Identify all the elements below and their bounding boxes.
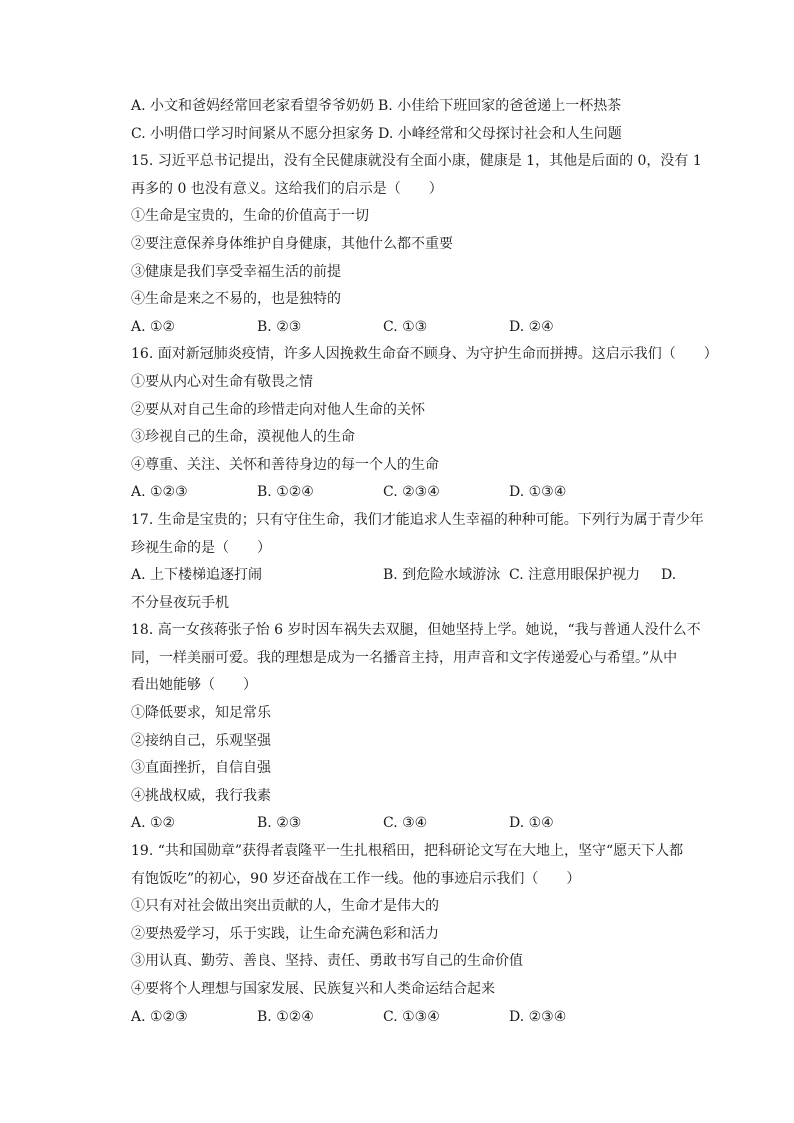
q15-item-3: ③健康是我们享受幸福生活的前提 <box>131 263 341 280</box>
q14-option-c: C. 小明借口学习时间紧从不愿分担家务 <box>131 125 375 142</box>
q15-option-c: C. ①③ <box>383 318 428 335</box>
q18-item-4: ④挑战权威，我行我素 <box>131 787 271 804</box>
q17-option-d: D. <box>661 567 677 584</box>
q18-option-b: B. ②③ <box>257 815 302 832</box>
q15-option-d: D. ②④ <box>509 318 554 335</box>
q16-item-4: ④尊重、关注、关怀和善待身边的每一个人的生命 <box>131 456 439 473</box>
q15-item-2: ②要注意保养身体维护自身健康，其他什么都不重要 <box>131 235 453 252</box>
q17-option-c: C. 注意用眼保护视力 <box>509 567 641 584</box>
q19-option-d: D. ②③④ <box>509 1008 567 1025</box>
q18-item-3: ③直面挫折，自信自强 <box>131 760 271 777</box>
q18-stem-line-2: 同，一样美丽可爱。我的理想是成为一名播音主持，用声音和文字传递爱心与希望。”从中 <box>131 649 678 666</box>
q16-options <box>131 479 696 507</box>
q15-item-4: ④生命是来之不易的，也是独特的 <box>131 291 341 308</box>
q17-option-b: B. 到危险水域游泳 <box>383 567 501 584</box>
q14-options-row-2 <box>131 121 696 149</box>
q16-item-1: ①要从内心对生命有敬畏之情 <box>131 373 313 390</box>
q17-option-a: A. 上下楼梯追逐打闹 <box>131 567 263 584</box>
q16-option-c: C. ②③④ <box>383 484 440 501</box>
q19-stem-line-1: 19. “共和国勋章”获得者袁隆平一生扎根稻田，把科研论文写在大地上，坚守“愿天下人都 <box>131 843 684 860</box>
q17-options <box>131 562 696 590</box>
q19-option-b: B. ①②④ <box>257 1008 314 1025</box>
q18-option-c: C. ③④ <box>383 815 428 832</box>
q16-option-a: A. ①②③ <box>131 484 188 501</box>
q16-option-b: B. ①②④ <box>257 484 314 501</box>
exam-page <box>131 93 718 1031</box>
q19-item-2: ②要热爱学习，乐于实践，让生命充满色彩和活力 <box>131 925 439 942</box>
q17-option-d-continued: 不分昼夜玩手机 <box>131 594 229 611</box>
q18-stem-line-1: 18. 高一女孩蒋张子怡 6 岁时因车祸失去双腿，但她坚持上学。她说，“我与普通人没什么不 <box>131 622 701 639</box>
q14-options-row-1 <box>131 93 696 121</box>
q19-item-4: ④要将个人理想与国家发展、民族复兴和人类命运结合起来 <box>131 981 495 997</box>
q15-item-1: ①生命是宝贵的，生命的价值高于一切 <box>131 208 369 225</box>
q16-stem-line-1: 16. 面对新冠肺炎疫情，许多人因挽救生命奋不顾身、为守护生命而拼搏。这启示我们（ ） <box>131 346 718 363</box>
q18-item-1: ①降低要求，知足常乐 <box>131 705 271 722</box>
q18-item-2: ②接纳自己，乐观坚强 <box>131 732 271 749</box>
q15-option-b: B. ②③ <box>257 318 302 335</box>
q18-options <box>131 810 696 838</box>
q18-option-d: D. ①④ <box>509 815 554 832</box>
q14-option-b: B. 小佳给下班回家的爸爸递上一杯热茶 <box>378 98 622 114</box>
q17-stem-line-2: 珍视生命的是（ ） <box>131 539 271 556</box>
q19-item-1: ①只有对社会做出突出贡献的人，生命才是伟大的 <box>131 898 439 915</box>
q17-stem-line-1: 17. 生命是宝贵的；只有守住生命，我们才能追求人生幸福的种种可能。下列行为属于青少年 <box>131 511 704 528</box>
q16-option-d: D. ①③④ <box>509 484 567 501</box>
q19-item-3: ③用认真、勤劳、善良、坚持、责任、勇敢书写自己的生命价值 <box>131 953 523 970</box>
q15-options <box>131 314 696 342</box>
q16-item-3: ③珍视自己的生命，漠视他人的生命 <box>131 429 355 446</box>
q16-item-2: ②要从对自己生命的珍惜走向对他人生命的关怀 <box>131 401 425 418</box>
q19-options <box>131 1004 696 1032</box>
q14-option-d: D. 小峰经常和父母探讨社会和人生问题 <box>378 125 622 142</box>
q14-option-a: A. 小文和爸妈经常回老家看望爷爷奶奶 <box>131 98 375 114</box>
q18-stem-line-3: 看出她能够（ ） <box>131 677 257 694</box>
q15-option-a: A. ①② <box>131 318 176 335</box>
q19-option-c: C. ①③④ <box>383 1008 440 1025</box>
q19-option-a: A. ①②③ <box>131 1008 188 1025</box>
q15-stem-line-2: 再多的 0 也没有意义。这给我们的启示是（ ） <box>131 180 443 197</box>
q19-stem-line-2: 有饱饭吃”的初心，90 岁还奋战在工作一线。他的事迹启示我们（ ） <box>131 870 581 887</box>
q18-option-a: A. ①② <box>131 815 176 832</box>
q15-stem-line-1: 15. 习近平总书记提出，没有全民健康就没有全面小康，健康是 1，其他是后面的 0，没有 1 <box>131 153 702 170</box>
